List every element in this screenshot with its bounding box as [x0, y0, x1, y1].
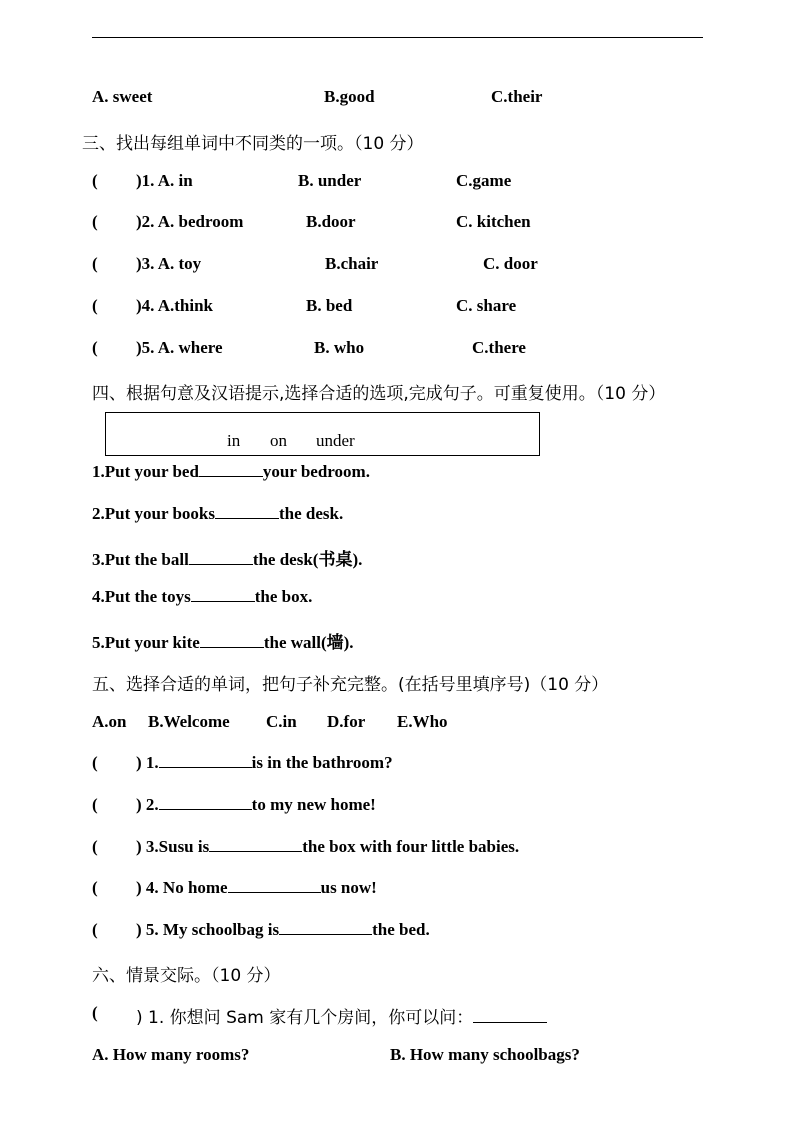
prev-option-c: C.their: [491, 87, 543, 106]
s6-option-a: A. How many rooms?: [92, 1045, 250, 1064]
s4-sentence-4-before: 4.Put the toys: [92, 587, 191, 606]
s4-sentence-2: [92, 504, 343, 524]
s5-item-5-after: the bed.: [372, 920, 430, 939]
s3-item-5-b: B. who: [314, 338, 365, 357]
fill-blank[interactable]: [209, 837, 302, 852]
s3-item-2-b: B.door: [306, 212, 356, 231]
s4-sentence-4-after: the box.: [254, 587, 313, 606]
s3-item-3-b: B.chair: [325, 254, 379, 273]
s4-sentence-3-before: 3.Put the ball: [92, 550, 189, 569]
s5-item-2-before: ) 2.: [136, 795, 159, 814]
s4-sentence-5-before: 5.Put your kite: [92, 633, 200, 652]
section4-title: 四、根据句意及汉语提示,选择合适的选项,完成句子。可重复使用。（10 分）: [92, 384, 666, 404]
s5-item-3-before: ) 3.Susu is: [136, 837, 210, 856]
s5-item-2-after: to my new home!: [251, 795, 376, 814]
s5-option-b: B.Welcome: [148, 712, 230, 731]
s3-item-4-a: )4. A.think: [136, 296, 213, 315]
s4-sentence-2-after: the desk.: [278, 504, 344, 523]
fill-blank[interactable]: [200, 633, 264, 648]
prev-option-b: B.good: [324, 87, 375, 106]
s4-sentence-2-before: 2.Put your books: [92, 504, 215, 523]
answer-paren[interactable]: (: [92, 920, 98, 939]
fill-blank[interactable]: [159, 753, 252, 768]
s3-item-1-c: C.game: [456, 171, 512, 190]
prev-option-a: A. sweet: [92, 87, 153, 106]
answer-paren[interactable]: (: [92, 171, 98, 190]
answer-paren[interactable]: (: [92, 212, 98, 231]
s3-item-3-c: C. door: [483, 254, 538, 273]
section5-title: 五、选择合适的单词，把句子补充完整。(在括号里填序号)（10 分）: [92, 675, 609, 695]
s5-item-5-before: ) 5. My schoolbag is: [136, 920, 280, 939]
fill-blank[interactable]: [279, 920, 372, 935]
s6-question-1-text: ) 1. 你想问 Sam 家有几个房间，你可以问：: [136, 1008, 474, 1028]
answer-paren[interactable]: (: [92, 753, 98, 772]
fill-blank[interactable]: [191, 587, 255, 602]
answer-paren[interactable]: (: [92, 338, 98, 357]
s5-option-d: D.for: [327, 712, 366, 731]
s5-item-4-after: us now!: [320, 878, 377, 897]
s4-sentence-5: [92, 628, 354, 653]
s4-sentence-4: [92, 587, 312, 607]
s4-sentence-3: [92, 545, 362, 570]
s3-item-1-a: )1. A. in: [136, 171, 193, 190]
s3-item-5-c: C.there: [472, 338, 526, 357]
s5-item-1-after: is in the bathroom?: [251, 753, 393, 772]
s6-option-b: B. How many schoolbags?: [390, 1045, 580, 1064]
s3-item-3-a: )3. A. toy: [136, 254, 202, 273]
answer-paren[interactable]: (: [92, 837, 98, 856]
word-bank-box: [105, 412, 540, 456]
word-bank-in: in: [227, 431, 241, 450]
s4-sentence-1-after: your bedroom.: [262, 462, 370, 481]
fill-blank[interactable]: [473, 1008, 547, 1023]
s3-item-2-c: C. kitchen: [456, 212, 531, 231]
fill-blank[interactable]: [199, 462, 263, 477]
answer-paren[interactable]: (: [92, 1003, 98, 1022]
s5-option-e: E.Who: [397, 712, 448, 731]
s5-item-3-after: the box with four little babies.: [302, 837, 520, 856]
s3-item-4-c: C. share: [456, 296, 517, 315]
fill-blank[interactable]: [189, 550, 253, 565]
answer-paren[interactable]: (: [92, 795, 98, 814]
section3-title: 三、找出每组单词中不同类的一项。（10 分）: [82, 134, 424, 154]
fill-blank[interactable]: [159, 795, 252, 810]
fill-blank[interactable]: [215, 504, 279, 519]
s3-item-5-a: )5. A. where: [136, 338, 223, 357]
s4-sentence-1: [92, 462, 370, 482]
s5-item-1-before: ) 1.: [136, 753, 159, 772]
s4-sentence-5-after: the wall(墙).: [263, 633, 354, 652]
answer-paren[interactable]: (: [92, 878, 98, 897]
answer-paren[interactable]: (: [92, 296, 98, 315]
word-bank-under: under: [316, 431, 355, 450]
s4-sentence-1-before: 1.Put your bed: [92, 462, 199, 481]
s3-item-2-a: )2. A. bedroom: [136, 212, 244, 231]
header-rule: [92, 37, 703, 38]
word-bank-on: on: [270, 431, 287, 450]
s5-option-a: A.on: [92, 712, 127, 731]
fill-blank[interactable]: [228, 878, 321, 893]
s5-item-4-before: ) 4. No home: [136, 878, 228, 897]
s4-sentence-3-after: the desk(书桌).: [252, 550, 363, 569]
answer-paren[interactable]: (: [92, 254, 98, 273]
s5-option-c: C.in: [266, 712, 297, 731]
s3-item-1-b: B. under: [298, 171, 362, 190]
s3-item-4-b: B. bed: [306, 296, 353, 315]
section6-title: 六、情景交际。（10 分）: [92, 966, 281, 986]
